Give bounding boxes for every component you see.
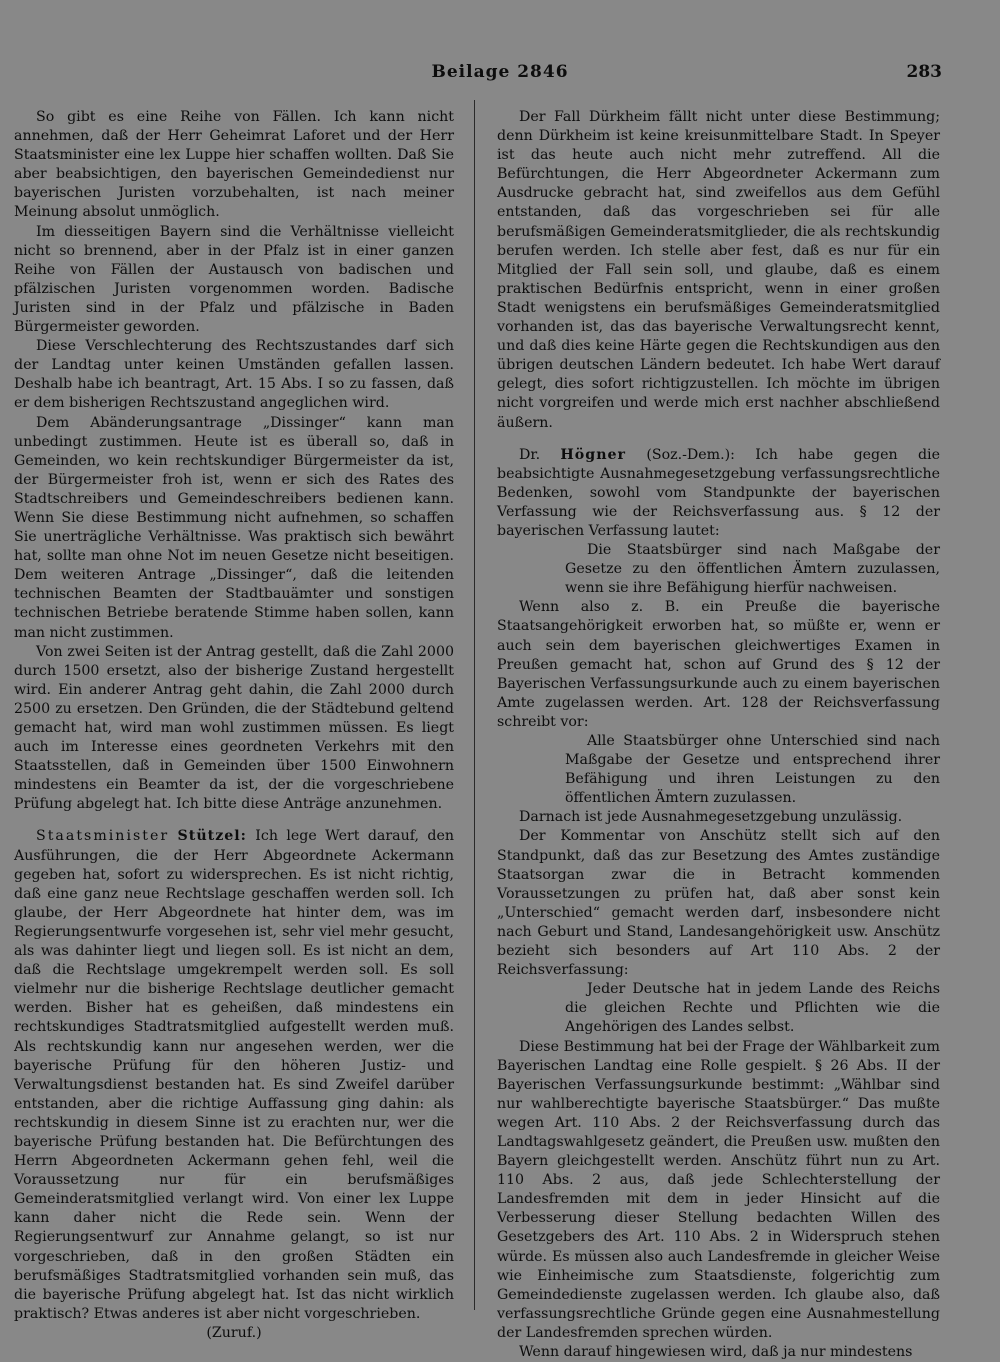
paragraph: So gibt es eine Reihe von Fällen. Ich kann nicht annehmen, daß der Herr Geheimrat Laforet und der Herr Staatsminister eine lex Luppe hier schaffen wollten. Daß Sie aber beabsichtigen, den bayerischen Gemeindedienst nur bayerischen Juristen vorzubehalten, ist nach meiner Meinung absolut unmöglich. — [14, 109, 454, 221]
paragraph: Diese Bestimmung hat bei der Frage der Wählbarkeit zum Bayerischen Landtag eine Rolle gespielt. § 26 Abs. II der Bayerischen Verfassungsurkunde bestimmt: „Wählbar sind nur wahlberechtigte bayerische Staatsbürger.“ Das mußte wegen Art. 110 Abs. 2 der Reichsverfassung durch das Landtagswahlgesetz geändert, die Preußen usw. mußten den Bayern gleichgestellt werden. Anschütz führt nun zu Art. 110 Abs. 2 aus, daß jede Schlechterstellung der Landesfremden mit dem in jeder Hinsicht auf die Verbesserung dieser Stellung bedachten Willen des Gesetzgebers des Art. 110 Abs. 2 in Widerspruch stehen würde. Es müssen also auch Landesfremde in gleicher Weise wie Einheimische zum Staatsdienste, folgerichtig zum Gemeindedienste zugelassen werden. Ich glaube also, daß verfassungsrechtliche Gründe gegen eine Ausnahmestellung der Landesfremden sprechen würden. — [497, 1038, 940, 1341]
paragraph: Der Kommentar von Anschütz stellt sich auf den Standpunkt, daß das zur Besetzung des Amtes zuständige Staatsorgan zwar die in Betracht kommenden Voraussetzungen zu prüfen hat, daß aber sonst kein „Unterschied“ gemacht werden darf, insbesondere nicht nach Geburt und Stand, Landesangehörigkeit usw. Anschütz bezieht sich besonders auf Art 110 Abs. 2 der Reichsverfassung: — [497, 828, 940, 979]
speaker-name: Högner — [560, 446, 627, 463]
page-header-title: Beilage 2846 — [431, 62, 569, 82]
speaker-name: Stützel: — [177, 828, 247, 845]
paragraph: Wenn darauf hingewiesen wird, daß ja nur mindestens — [519, 1344, 913, 1360]
quote-block: Alle Staatsbürger ohne Unterschied sind nach Maßgabe der Gesetze und entsprechend ihrer Befähigung und ihren Leistungen zu den öffentlichen Ämtern zuzulassen. — [565, 733, 940, 807]
column-divider — [474, 100, 475, 1310]
page-number: 283 — [906, 62, 942, 82]
speaker-party: (Soz.-Dem.): — [646, 446, 735, 463]
interjection: (Zuruf.) — [206, 1324, 262, 1341]
speech-text: Ich habe gegen die beabsichtigte Ausnahmegesetzgebung verfassungsrechtliche Bedenken, sowohl vom Standpunkte der bayerischen Verfassung wie der Reichsverfassung aus. § 12 der bayerischen Verfassung lautet: — [497, 446, 940, 539]
right-column — [497, 108, 940, 1362]
speech-paragraph — [497, 446, 940, 541]
left-column — [14, 108, 454, 1343]
quote-block: Die Staatsbürger sind nach Maßgabe der Gesetze zu den öffentlichen Ämtern zuzulassen, wenn sie ihre Befähigung hierfür nachweisen. — [565, 542, 940, 597]
speaker-title: Staatsminister — [36, 828, 170, 845]
speaker-title: Dr. — [519, 446, 541, 463]
quote-block: Jeder Deutsche hat in jedem Lande des Reichs die gleichen Rechte und Pflichten wie die Angehörigen des Landes selbst. — [565, 981, 940, 1036]
speech-text: Ich lege Wert darauf, den Ausführungen, die der Herr Abgeordnete Ackermann gegeben hat, sofort zu widersprechen. Es ist nicht richtig, daß eine ganz neue Rechtslage geschaffen werden soll. Ich glaube, der Herr Abgeordnete hat hinter dem, was im Regierungsentwurfe vorgesehen ist, sehr viel mehr gesucht, als was dahinter liegt und liegen soll. Es ist nicht an dem, daß die Rechtslage umgekrempelt werden soll. Es soll vielmehr nur die bisherige Rechtslage deutlicher gemacht werden. Bisher hat es geheißen, daß mindestens ein rechtskundiges Stadtratsmitglied aufgestellt werden muß. Als rechtskundig kann nur angesehen werden, wer die bayerische Prüfung für den höheren Justiz- und Verwaltungsdienst bestanden hat. Es sind Zweifel darüber entstanden, aber die richtige Auffassung ging dahin: als rechtskundig in diesem Sinne ist zu erachten nur, wer die bayerische Prüfung bestanden hat. Die Befürchtungen des Herrn Abgeordneten Ackermann gehen fehl, weil die Voraussetzung nur für ein berufsmäßiges Gemeinderatsmitglied verlangt wird. Von einer lex Luppe kann daher nicht die Rede sein. Wenn der Regierungsentwurf zur Annahme gelangt, so ist nur vorgeschrieben, daß in den großen Städten ein berufsmäßiges Stadtratsmitglied vorhanden sein muß, das die bayerische Prüfung abgelegt hat. Ist das nicht wirklich praktisch? Etwas anderes ist aber nicht vorgeschrieben. — [14, 828, 454, 1322]
paragraph: Im diesseitigen Bayern sind die Verhältnisse vielleicht nicht so brennend, aber in der Pfalz ist in einer ganzen Reihe von Fällen der Austausch von badischen und pfälzischen Juristen vorgenommen worden. Badische Juristen sind in der Pfalz und pfälzische in Baden Bürgermeister geworden. — [14, 223, 454, 336]
paragraph: Der Fall Dürkheim fällt nicht unter diese Bestimmung; denn Dürkheim ist keine kreisunmittelbare Stadt. In Speyer ist das heute auch nicht mehr zutreffend. All die Befürchtungen, die Herr Abgeordneter Ackermann zum Ausdrucke gebracht hat, sind zweifellos aus dem Gefühl entstanden, daß das vorgeschrieben sei für alle berufsmäßigen Gemeinderatsmitglieder, die als rechtskundig berufen werden. Ich stelle aber fest, daß es nur für ein Mitglied der Fall sein soll, und glaube, daß es einem praktischen Bedürfnis entspricht, wenn in einer großen Stadt wenigstens ein berufsmäßiges Gemeinderatsmitglied vorhanden ist, das das bayerische Verwaltungsrecht kennt, und daß dies keine Härte gegen die Rechtskundigen aus den übrigen deutschen Ländern bedeutet. Ich habe Wert darauf gelegt, dies sofort richtigzustellen. Ich möchte im übrigen nicht vorgreifen und werde mich erst nachher abschließend äußern. — [497, 109, 940, 431]
paragraph: Wenn also z. B. ein Preuße die bayerische Staatsangehörigkeit erworben hat, so müßte er, wenn er auch sein dem bayerischen gleichwertiges Examen in Preußen gemacht hat, schon auf Grund des § 12 der Bayerischen Verfassungsurkunde auch zu einem bayerischen Amte zugelassen werden. Art. 128 der Reichsverfassung schreibt vor: — [497, 599, 940, 730]
paragraph: Von zwei Seiten ist der Antrag gestellt, daß die Zahl 2000 durch 1500 ersetzt, also der bisherige Zustand hergestellt wird. Ein anderer Antrag geht dahin, die Zahl 2000 durch 2500 zu ersetzen. Den Gründen, die der Städtebund geltend gemacht hat, wird man wohl zustimmen müssen. Es liegt auch im Interesse eines geordneten Verkehrs mit den Staatsstellen, daß in Gemeinden über 1500 Einwohnern mindestens ein Beamter da ist, der die vorgeschriebene Prüfung abgelegt hat. Ich bitte diese Anträge anzunehmen. — [14, 643, 454, 813]
paragraph: Dem Abänderungsantrage „Dissinger“ kann man unbedingt zustimmen. Heute ist es überall so, daß in Gemeinden, wo kein rechtskundiger Bürgermeister da ist, der Bürgermeister froh ist, wenn er sich des Rates des Stadtschreibers und Gemeindeschreibers bedienen kann. Wenn Sie diese Bestimmung nicht aufnehmen, so schaffen Sie unerträgliche Verhältnisse. Was praktisch sich bewährt hat, sollte man ohne Not im neuen Gesetze nicht beseitigen. Dem weiteren Antrage „Dissinger“, daß die leitenden technischen Beamten der Stadtbauämter und sonstigen technischen Betriebe beratende Stimme haben sollen, kann man nicht zustimmen. — [14, 414, 454, 641]
speech-paragraph — [14, 827, 454, 1323]
paragraph: Darnach ist jede Ausnahmegesetzgebung unzulässig. — [519, 809, 903, 826]
paragraph: Diese Verschlechterung des Rechtszustandes darf sich der Landtag unter keinen Umständen gefallen lassen. Deshalb habe ich beantragt, Art. 15 Abs. I so zu fassen, daß er dem bisherigen Rechtszustand angeglichen wird. — [14, 338, 454, 412]
